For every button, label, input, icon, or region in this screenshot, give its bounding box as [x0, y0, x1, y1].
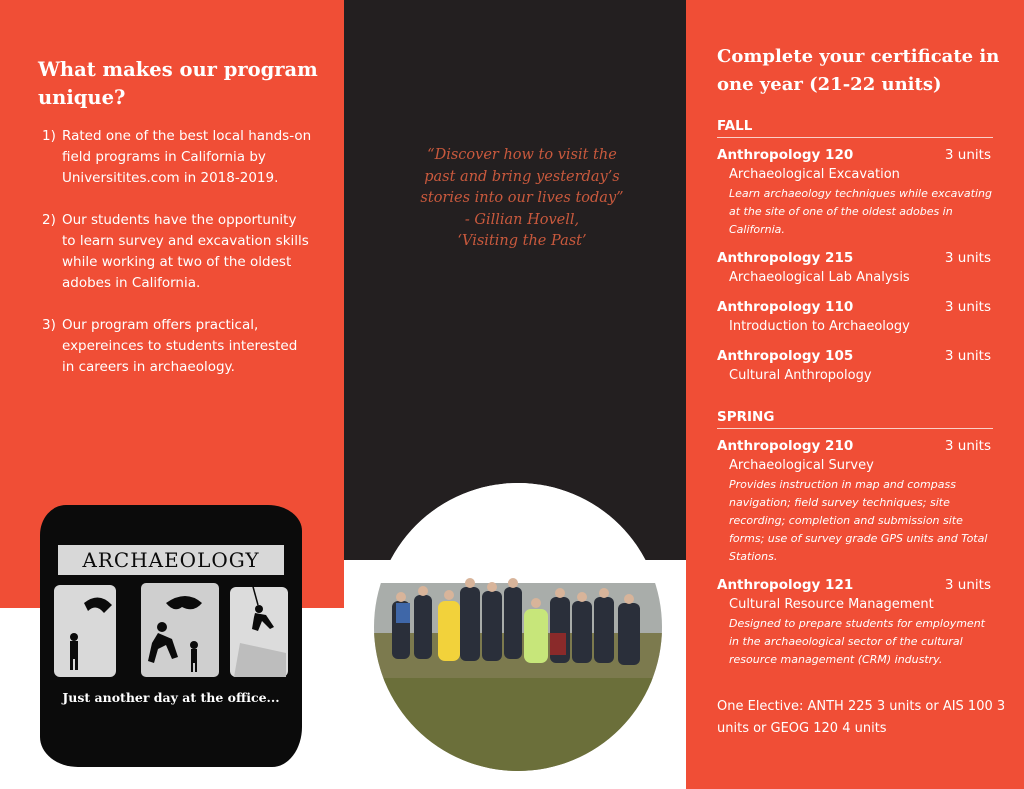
course-anth-110	[717, 298, 993, 337]
item-text: Rated one of the best local hands-on field programs in California by Universitites.com in 2018-2019.	[62, 128, 312, 186]
course-description: Provides instruction in map and compass navigation; field survey techniques; site recording; completion and submission site forms; use of survey grade GPS units and Total Stations.	[729, 478, 988, 563]
course-units: 3 units	[944, 438, 991, 454]
item-text: Our program offers practical, expereinces to students interested in careers in archaeology.	[62, 317, 298, 375]
course-anth-105	[717, 347, 993, 386]
quote-author: - Gillian Hovell,	[464, 211, 580, 228]
course-units: 3 units	[944, 147, 991, 163]
right-panel	[686, 0, 1024, 789]
course-code: Anthropology 110	[717, 299, 854, 315]
term-fall: FALL	[717, 117, 993, 138]
course-name: Archaeological Lab Analysis	[729, 270, 910, 285]
archaeology-logo	[40, 505, 302, 767]
course-code: Anthropology 120	[717, 147, 854, 163]
middle-panel	[344, 0, 686, 560]
course-units: 3 units	[944, 299, 991, 315]
course-anth-120	[717, 146, 993, 239]
unique-list	[42, 126, 312, 399]
course-name: Cultural Resource Management	[729, 597, 934, 612]
course-name: Cultural Anthropology	[729, 368, 872, 383]
item-number: 3)	[42, 317, 56, 333]
certificate-heading: Complete your certificate in one year (21-22 units)	[717, 46, 1000, 95]
list-item	[42, 315, 312, 378]
group-photo-image	[374, 483, 662, 771]
logo-caption: Just another day at the office...	[62, 690, 280, 705]
excavation-silhouettes-icon	[54, 583, 290, 678]
course-name: Introduction to Archaeology	[729, 319, 910, 334]
item-number: 2)	[42, 212, 56, 228]
course-code: Anthropology 215	[717, 250, 854, 266]
elective-note: One Elective: ANTH 225 3 units or AIS 100 3 units or GEOG 120 4 units	[717, 699, 1006, 736]
item-text: Our students have the opportunity to learn survey and excavation skills while working at two of the oldest adobes in California.	[62, 212, 309, 291]
list-item	[42, 210, 312, 294]
field-team-photo	[374, 483, 662, 771]
course-name: Archaeological Survey	[729, 458, 874, 473]
course-units: 3 units	[944, 577, 991, 593]
logo-title: ARCHAEOLOGY	[58, 545, 284, 575]
unique-heading: What makes our program unique?	[38, 58, 318, 109]
course-units: 3 units	[944, 348, 991, 364]
quote	[396, 145, 648, 253]
quote-line: past and bring yesterday’s	[424, 168, 620, 185]
term-spring: SPRING	[717, 408, 993, 429]
course-code: Anthropology 105	[717, 348, 854, 364]
course-units: 3 units	[944, 250, 991, 266]
course-code: Anthropology 121	[717, 577, 854, 593]
quote-line: stories into our lives today”	[420, 190, 624, 206]
course-anth-210	[717, 437, 993, 566]
course-description: Learn archaeology techniques while excavating at the site of one of the oldest adobes in California.	[729, 187, 992, 236]
list-item	[42, 126, 312, 189]
item-number: 1)	[42, 128, 56, 144]
course-name: Archaeological Excavation	[729, 167, 900, 182]
course-anth-215	[717, 249, 993, 288]
course-anth-121	[717, 576, 993, 669]
course-code: Anthropology 210	[717, 438, 854, 454]
course-description: Designed to prepare students for employment in the archaeological sector of the cultural resource management (CRM) industry.	[729, 617, 985, 666]
quote-source: ‘Visiting the Past’	[457, 233, 587, 249]
quote-line: “Discover how to visit the	[427, 147, 617, 163]
